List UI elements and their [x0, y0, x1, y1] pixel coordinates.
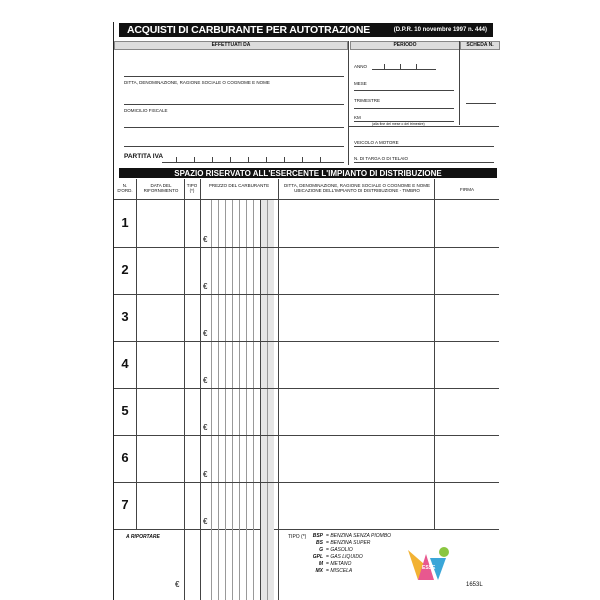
legend-item: BSP = BENZINA SENZA PIOMBO	[312, 533, 392, 539]
col-prezzo: PREZZO DEL CARBURANTE	[208, 183, 270, 188]
row-number: 6	[121, 450, 129, 465]
col-data: DATA DEL RIFORNIMENTO	[143, 183, 179, 193]
mese-label: MESE	[354, 81, 367, 86]
col-firma: FIRMA	[460, 187, 474, 192]
partita-iva-field[interactable]	[162, 162, 344, 163]
col-tipo: TIPO (*)	[186, 183, 198, 193]
row-number: 3	[121, 309, 129, 324]
euro-sign: €	[203, 235, 208, 244]
domicilio-line[interactable]	[124, 127, 344, 128]
scheda-field[interactable]	[466, 103, 496, 104]
anno-field[interactable]	[372, 69, 436, 70]
veicolo-label: VEICOLO A MOTORE	[354, 140, 399, 145]
row-number: 1	[121, 215, 129, 230]
anno-label: ANNO	[354, 64, 368, 69]
euro-sign: €	[203, 329, 208, 338]
euro-sign: €	[175, 580, 180, 589]
row-number: 7	[121, 497, 129, 512]
trimestre-field[interactable]	[354, 108, 454, 109]
row-number: 5	[121, 403, 129, 418]
euro-sign: €	[203, 470, 208, 479]
tipo-legend-label: TIPO (*)	[288, 534, 307, 540]
rifornimenti-table	[114, 179, 499, 529]
domicilio-label: DOMICILIO FISCALE	[124, 108, 168, 113]
legend-item: BS = BENZINA SUPER	[316, 540, 371, 546]
euro-sign: €	[203, 423, 208, 432]
logo-text: ESSE	[422, 565, 436, 571]
targa-field[interactable]	[354, 162, 494, 163]
scheda-header: SCHEDA N.	[460, 41, 500, 50]
ditta-label: DITTA, DENOMINAZIONE, RAGIONE SOCIALE O COGNOME E NOME	[124, 80, 270, 85]
partita-iva-label: PARTITA IVA	[124, 153, 164, 160]
title-bar	[119, 23, 493, 37]
euro-sign: €	[203, 282, 208, 291]
legend-item: G = GASOLIO	[319, 547, 353, 553]
page-title: ACQUISTI DI CARBURANTE PER AUTOTRAZIONE	[127, 24, 371, 36]
col-n-ord: N. D'ORD.	[117, 183, 133, 193]
a-riportare-label: A RIPORTARE	[126, 534, 160, 540]
spazio-riservato-bar	[119, 168, 497, 178]
targa-label: N. DI TARGA O DI TELAIO	[354, 156, 409, 161]
row-number: 4	[121, 356, 129, 371]
effettuati-da-header: EFFETTUATI DA	[114, 41, 348, 50]
brand-logo	[404, 544, 456, 584]
legend-item: M = METANO	[318, 561, 352, 567]
page-subtitle: (D.P.R. 10 novembre 1997 n. 444)	[393, 27, 487, 33]
km-note: (alla fine del mese o del trimestre)	[372, 122, 425, 126]
legend-item: MX = MISCELA	[315, 568, 353, 574]
veicolo-field[interactable]	[354, 146, 494, 147]
form-code: 1653L	[466, 582, 483, 588]
ditta-line[interactable]	[124, 76, 344, 77]
legend-item: GPL = GAS LIQUIDO	[312, 554, 363, 560]
mese-field[interactable]	[354, 90, 454, 91]
form-sheet	[113, 22, 499, 600]
euro-sign: €	[203, 376, 208, 385]
trimestre-label: TRIMESTRE	[354, 98, 381, 103]
km-label: KM	[354, 115, 361, 120]
euro-sign: €	[203, 517, 208, 526]
spazio-riservato-title: SPAZIO RISERVATO ALL'ESERCENTE L'IMPIANTO DI DISTRIBUZIONE	[174, 169, 442, 178]
logo-icon	[404, 544, 456, 584]
periodo-header: PERIODO	[350, 41, 460, 50]
row-number: 2	[121, 262, 129, 277]
col-ditta: DITTA, DENOMINAZIONE, RAGIONE SOCIALE O COGNOME E NOME UBICAZIONE DELL'IMPIANTO DI DISTRIBUZIONE - TIMBRO	[284, 183, 430, 193]
